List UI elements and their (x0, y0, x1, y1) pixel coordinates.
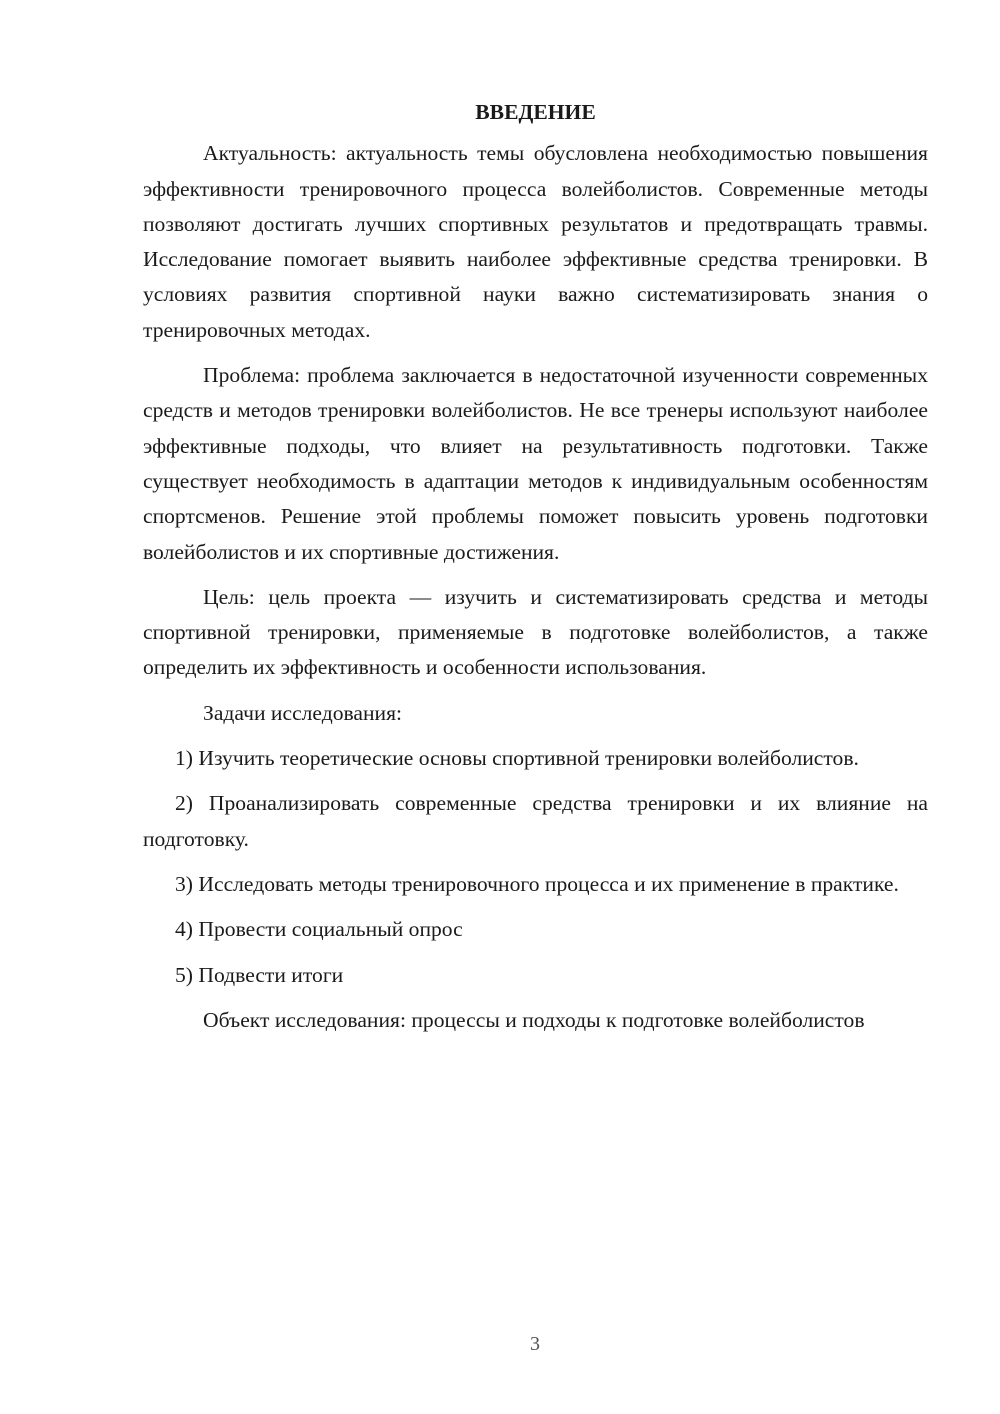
task-item-4: 4) Провести социальный опрос (175, 917, 463, 942)
task-item-2: 2) Проанализировать современные средства тренировки и их влияние на подготовку. (143, 791, 928, 851)
object-paragraph: Объект исследования: процессы и подходы к подготовке волейболистов (203, 1007, 865, 1032)
task-item-5: 5) Подвести итоги (175, 962, 344, 987)
page-number: 3 (530, 1333, 540, 1355)
tasks-heading: Задачи исследования: (203, 700, 403, 725)
section-heading: ВВЕДЕНИЕ (475, 100, 596, 124)
relevance-paragraph: Актуальность: актуальность темы обусловлена необходимостью повышения эффективности тренировочного процесса волейболистов. Современные методы позволяют достигать лучших спортивных результатов и предотвращать травмы. Исследование помогает выявить наиболее эффективные средства тренировки. В условиях развития спортивной науки важно систематизировать знания о тренировочных методах. (143, 141, 928, 342)
goal-paragraph: Цель: цель проекта — изучить и систематизировать средства и методы спортивной тренировки, применяемые в подготовке волейболистов, а также определить их эффективность и особенности использования. (143, 584, 928, 680)
page-body (143, 95, 928, 1048)
problem-paragraph: Проблема: проблема заключается в недостаточной изученности современных средств и методов тренировки волейболистов. Не все тренеры используют наиболее эффективные подходы, что влияет на результативность подготовки. Также существует необходимость в адаптации методов к индивидуальным особенностям спортсменов. Решение этой проблемы поможет повысить уровень подготовки волейболистов и их спортивные достижения. (143, 363, 928, 564)
task-item-1: 1) Изучить теоретические основы спортивной тренировки волейболистов. (175, 746, 859, 771)
task-item-3: 3) Исследовать методы тренировочного процесса и их применение в практике. (175, 871, 899, 896)
